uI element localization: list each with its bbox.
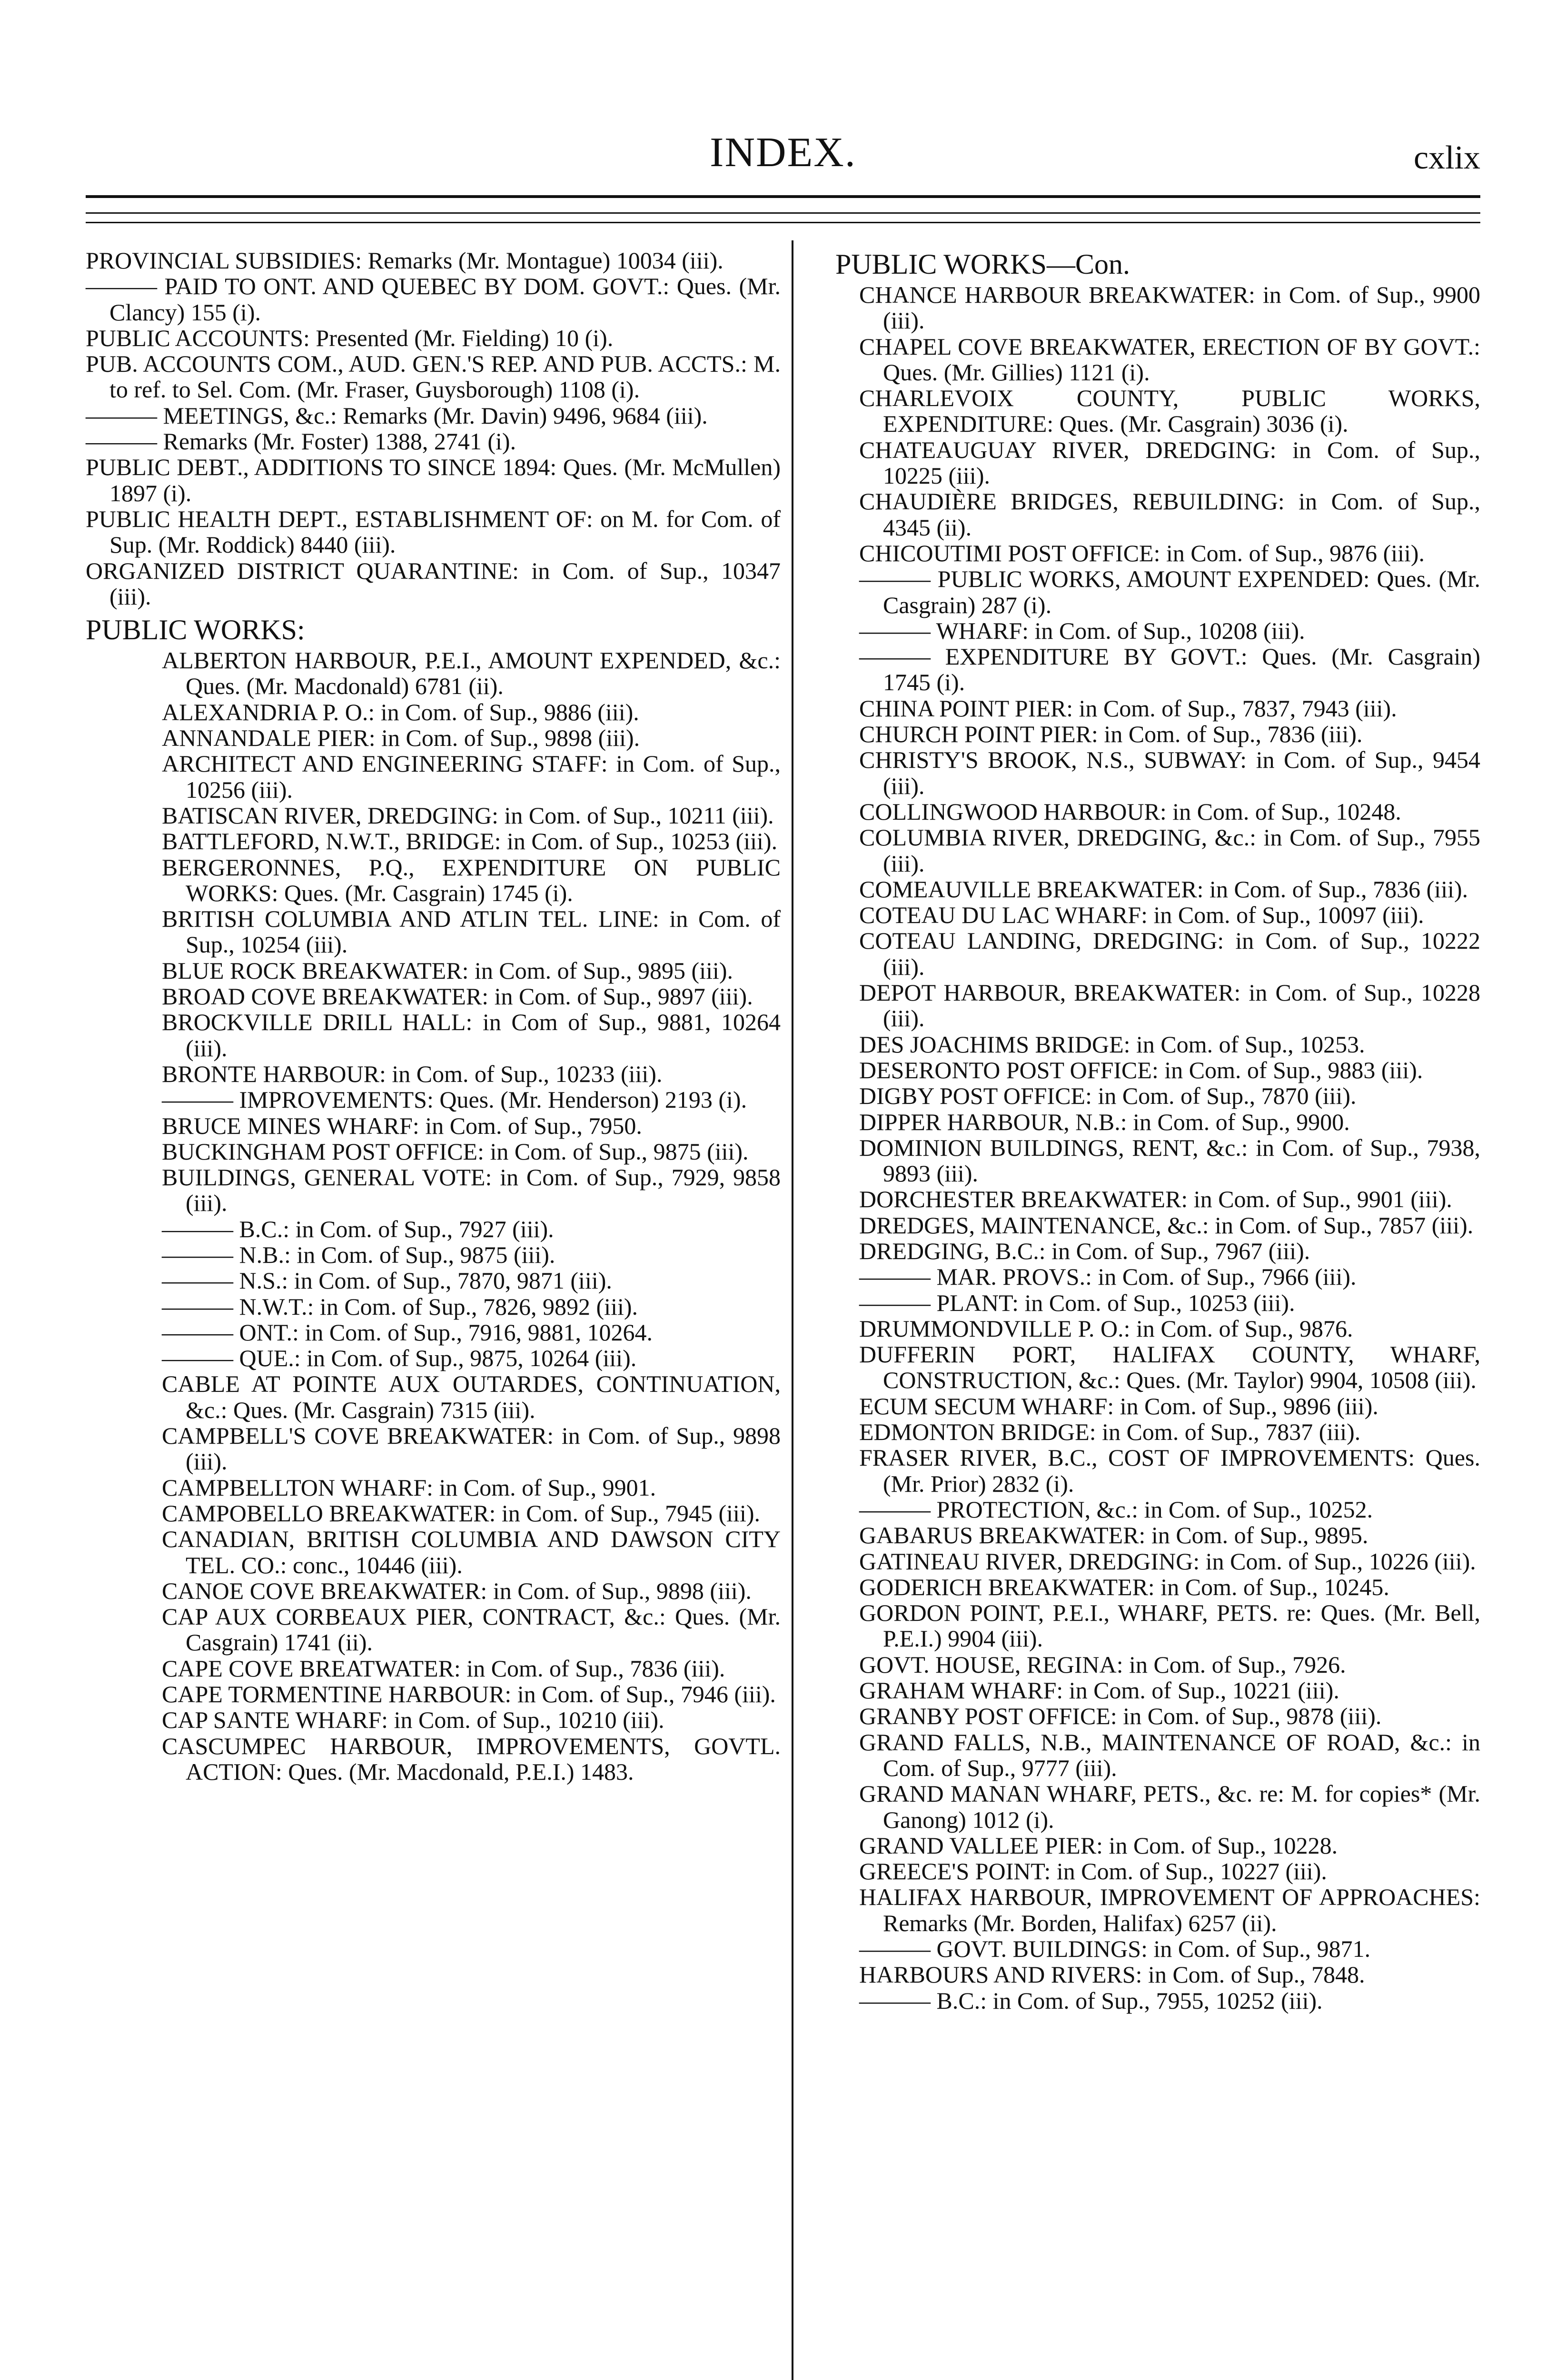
index-entry: DREDGES, MAINTENANCE, &c.: in Com. of Sup., 7857 (iii). <box>859 1211 1474 1239</box>
index-entry: BERGERONNES, P.Q., EXPENDITURE ON PUBLIC WORKS: Ques. (Mr. Casgrain) 1745 (i). <box>162 853 781 906</box>
index-entry: ——— PROTECTION, &c.: in Com. of Sup., 10252. <box>859 1496 1373 1523</box>
index-entry: PUBLIC DEBT., ADDITIONS TO SINCE 1894: Ques. (Mr. McMullen) 1897 (i). <box>86 454 781 506</box>
index-entry: COTEAU LANDING, DREDGING: in Com. of Sup., 10222 (iii). <box>859 927 1480 980</box>
index-entry: BROAD COVE BREAKWATER: in Com. of Sup., 9897 (iii). <box>162 983 753 1010</box>
index-entry: ORGANIZED DISTRICT QUARANTINE: in Com. of Sup., 10347 (iii). <box>86 557 781 610</box>
index-entry: DIGBY POST OFFICE: in Com. of Sup., 7870 (iii). <box>859 1082 1357 1110</box>
index-entry: GRAND MANAN WHARF, PETS., &c. re: M. for copies* (Mr. Ganong) 1012 (i). <box>859 1780 1480 1833</box>
index-entry: COLUMBIA RIVER, DREDGING, &c.: in Com. of Sup., 7955 (iii). <box>859 824 1480 877</box>
right-entries <box>859 282 1480 2013</box>
index-entry: ——— MEETINGS, &c.: Remarks (Mr. Davin) 9496, 9684 (iii). <box>86 402 708 429</box>
index-entry: ANNANDALE PIER: in Com. of Sup., 9898 (iii). <box>162 724 640 752</box>
index-entry: ——— PAID TO ONT. AND QUEBEC BY DOM. GOVT.: Ques. (Mr. Clancy) 155 (i). <box>86 273 781 326</box>
index-entry: BLUE ROCK BREAKWATER: in Com. of Sup., 9895 (iii). <box>162 957 733 984</box>
index-entry: CHINA POINT PIER: in Com. of Sup., 7837, 7943 (iii). <box>859 694 1397 722</box>
index-entry: ——— N.B.: in Com. of Sup., 9875 (iii). <box>162 1241 555 1268</box>
index-entry: HALIFAX HARBOUR, IMPROVEMENT OF APPROACHES: Remarks (Mr. Borden, Halifax) 6257 (ii). <box>859 1884 1480 1936</box>
index-entry: ——— B.C.: in Com. of Sup., 7955, 10252 (iii). <box>859 1987 1323 2014</box>
header-rule <box>86 222 1480 223</box>
index-entry: ECUM SECUM WHARF: in Com. of Sup., 9896 (iii). <box>859 1392 1378 1419</box>
index-entry: CAPE TORMENTINE HARBOUR: in Com. of Sup., 7946 (iii). <box>162 1681 776 1708</box>
index-entry: ——— GOVT. BUILDINGS: in Com. of Sup., 9871. <box>859 1935 1371 1962</box>
index-entry: CAMPOBELLO BREAKWATER: in Com. of Sup., 7945 (iii). <box>162 1499 760 1527</box>
index-entry: ——— WHARF: in Com. of Sup., 10208 (iii). <box>859 617 1305 644</box>
index-entry: GRAHAM WHARF: in Com. of Sup., 10221 (iii). <box>859 1677 1339 1704</box>
index-entry: GRAND VALLEE PIER: in Com. of Sup., 10228. <box>859 1832 1338 1859</box>
index-entry: CHATEAUGUAY RIVER, DREDGING: in Com. of Sup., 10225 (iii). <box>859 436 1480 489</box>
index-entry: BRITISH COLUMBIA AND ATLIN TEL. LINE: in Com. of Sup., 10254 (iii). <box>162 905 781 958</box>
index-entry: FRASER RIVER, B.C., COST OF IMPROVEMENTS: Ques. (Mr. Prior) 2832 (i). <box>859 1444 1480 1497</box>
index-entry: ——— MAR. PROVS.: in Com. of Sup., 7966 (iii). <box>859 1263 1357 1290</box>
index-entry: DREDGING, B.C.: in Com. of Sup., 7967 (iii). <box>859 1237 1310 1264</box>
index-entry: CAMPBELLTON WHARF: in Com. of Sup., 9901. <box>162 1474 656 1501</box>
index-entry: ——— B.C.: in Com. of Sup., 7927 (iii). <box>162 1215 554 1242</box>
index-entry: CHANCE HARBOUR BREAKWATER: in Com. of Sup., 9900 (iii). <box>859 281 1480 334</box>
index-entry: BATTLEFORD, N.W.T., BRIDGE: in Com. of Sup., 10253 (iii). <box>162 828 778 855</box>
index-entry: CANOE COVE BREAKWATER: in Com. of Sup., 9898 (iii). <box>162 1577 752 1604</box>
index-entry: CHAUDIÈRE BRIDGES, REBUILDING: in Com. of Sup., 4345 (ii). <box>859 488 1480 541</box>
index-entry: DES JOACHIMS BRIDGE: in Com. of Sup., 10253. <box>859 1031 1365 1058</box>
index-entry: GOVT. HOUSE, REGINA: in Com. of Sup., 7926. <box>859 1651 1346 1678</box>
index-entry: ——— EXPENDITURE BY GOVT.: Ques. (Mr. Casgrain) 1745 (i). <box>859 643 1480 696</box>
index-entry: DEPOT HARBOUR, BREAKWATER: in Com. of Sup., 10228 (iii). <box>859 979 1480 1032</box>
index-entry: GODERICH BREAKWATER: in Com. of Sup., 10245. <box>859 1573 1389 1600</box>
index-entry: GRANBY POST OFFICE: in Com. of Sup., 9878 (iii). <box>859 1703 1382 1730</box>
index-entry: DIPPER HARBOUR, N.B.: in Com. of Sup., 9900. <box>859 1108 1350 1135</box>
index-entry: CAMPBELL'S COVE BREAKWATER: in Com. of Sup., 9898 (iii). <box>162 1422 781 1475</box>
index-entry: PUBLIC ACCOUNTS: Presented (Mr. Fielding) 10 (i). <box>86 324 614 351</box>
index-entry: BROCKVILLE DRILL HALL: in Com of Sup., 9881, 10264 (iii). <box>162 1009 781 1061</box>
index-entry: GABARUS BREAKWATER: in Com. of Sup., 9895. <box>859 1522 1368 1549</box>
index-entry: COMEAUVILLE BREAKWATER: in Com. of Sup., 7836 (iii). <box>859 875 1468 902</box>
index-entry: GATINEAU RIVER, DREDGING: in Com. of Sup., 10226 (iii). <box>859 1547 1476 1575</box>
index-entry: CHARLEVOIX COUNTY, PUBLIC WORKS, EXPENDITURE: Ques. (Mr. Casgrain) 3036 (i). <box>859 385 1480 437</box>
index-entry: BRUCE MINES WHARF: in Com. of Sup., 7950. <box>162 1112 642 1139</box>
index-entry: ——— IMPROVEMENTS: Ques. (Mr. Henderson) 2193 (i). <box>162 1086 747 1113</box>
index-entry: BATISCAN RIVER, DREDGING: in Com. of Sup., 10211 (iii). <box>162 802 774 829</box>
index-entry: COLLINGWOOD HARBOUR: in Com. of Sup., 10248. <box>859 798 1401 825</box>
section-heading: PUBLIC WORKS: <box>86 614 305 646</box>
right-column <box>835 248 1480 2013</box>
index-entry: GRAND FALLS, N.B., MAINTENANCE OF ROAD, &c.: in Com. of Sup., 9777 (iii). <box>859 1728 1480 1781</box>
index-entry: DOMINION BUILDINGS, RENT, &c.: in Com. of Sup., 7938, 9893 (iii). <box>859 1134 1480 1187</box>
index-entry: ALEXANDRIA P. O.: in Com. of Sup., 9886 (iii). <box>162 698 639 725</box>
index-entry: CHURCH POINT PIER: in Com. of Sup., 7836 (iii). <box>859 721 1363 748</box>
index-entry: CABLE AT POINTE AUX OUTARDES, CONTINUATION, &c.: Ques. (Mr. Casgrain) 7315 (iii). <box>162 1370 781 1423</box>
index-entry: ——— QUE.: in Com. of Sup., 9875, 10264 (iii). <box>162 1345 637 1372</box>
index-entry: ALBERTON HARBOUR, P.E.I., AMOUNT EXPENDED, &c.: Ques. (Mr. Macdonald) 6781 (ii). <box>162 647 781 700</box>
header-rule <box>86 195 1480 198</box>
left-pre-entries <box>86 248 781 609</box>
index-entry: GREECE'S POINT: in Com. of Sup., 10227 (iii). <box>859 1858 1327 1885</box>
index-entry: ——— Remarks (Mr. Foster) 1388, 2741 (i). <box>86 428 516 455</box>
index-entry: DRUMMONDVILLE P. O.: in Com. of Sup., 9876. <box>859 1315 1353 1342</box>
index-entry: ARCHITECT AND ENGINEERING STAFF: in Com. of Sup., 10256 (iii). <box>162 750 781 803</box>
index-entry: BUCKINGHAM POST OFFICE: in Com. of Sup., 9875 (iii). <box>162 1138 749 1165</box>
left-entries <box>162 647 781 1785</box>
index-entry: CHAPEL COVE BREAKWATER, ERECTION OF BY GOVT.: Ques. (Mr. Gillies) 1121 (i). <box>859 333 1480 386</box>
index-entry: ——— N.W.T.: in Com. of Sup., 7826, 9892 (iii). <box>162 1293 638 1320</box>
index-entry: PUB. ACCOUNTS COM., AUD. GEN.'S REP. AND PUB. ACCTS.: M. to ref. to Sel. Com. (Mr. Fraser, Guysborough) 1108 (i). <box>86 350 781 403</box>
index-entry: PUBLIC HEALTH DEPT., ESTABLISHMENT OF: on M. for Com. of Sup. (Mr. Roddick) 8440 (iii). <box>86 505 781 558</box>
index-entry: CANADIAN, BRITISH COLUMBIA AND DAWSON CITY TEL. CO.: conc., 10446 (iii). <box>162 1526 781 1578</box>
index-entry: BRONTE HARBOUR: in Com. of Sup., 10233 (iii). <box>162 1060 663 1087</box>
left-column <box>86 248 781 1785</box>
index-entry: CHRISTY'S BROOK, N.S., SUBWAY: in Com. of Sup., 9454 (iii). <box>859 746 1480 799</box>
index-entry: DESERONTO POST OFFICE: in Com. of Sup., 9883 (iii). <box>859 1056 1423 1083</box>
index-entry: GORDON POINT, P.E.I., WHARF, PETS. re: Ques. (Mr. Bell, P.E.I.) 9904 (iii). <box>859 1599 1480 1652</box>
index-entry: ——— N.S.: in Com. of Sup., 7870, 9871 (iii). <box>162 1267 612 1294</box>
index-entry: ——— PLANT: in Com. of Sup., 10253 (iii). <box>859 1289 1295 1316</box>
index-entry: CASCUMPEC HARBOUR, IMPROVEMENTS, GOVTL. ACTION: Ques. (Mr. Macdonald, P.E.I.) 1483. <box>162 1732 781 1785</box>
column-divider <box>792 240 793 2380</box>
index-entry: CAP AUX CORBEAUX PIER, CONTRACT, &c.: Ques. (Mr. Casgrain) 1741 (ii). <box>162 1603 781 1656</box>
index-entry: EDMONTON BRIDGE: in Com. of Sup., 7837 (iii). <box>859 1418 1361 1446</box>
page-title: INDEX. <box>710 129 856 176</box>
index-entry: CAP SANTE WHARF: in Com. of Sup., 10210 (iii). <box>162 1706 664 1734</box>
index-entry: HARBOURS AND RIVERS: in Com. of Sup., 7848. <box>859 1961 1365 1988</box>
index-entry: CHICOUTIMI POST OFFICE: in Com. of Sup., 9876 (iii). <box>859 539 1425 566</box>
index-entry: ——— ONT.: in Com. of Sup., 7916, 9881, 10264. <box>162 1319 653 1346</box>
index-entry: ——— PUBLIC WORKS, AMOUNT EXPENDED: Ques. (Mr. Casgrain) 287 (i). <box>859 565 1480 618</box>
page-header <box>86 129 1480 181</box>
page-number: cxlix <box>1414 139 1480 176</box>
index-entry: BUILDINGS, GENERAL VOTE: in Com. of Sup., 7929, 9858 (iii). <box>162 1164 781 1217</box>
index-entry: COTEAU DU LAC WHARF: in Com. of Sup., 10097 (iii). <box>859 902 1424 929</box>
index-entry: CAPE COVE BREATWATER: in Com. of Sup., 7836 (iii). <box>162 1655 725 1682</box>
index-entry: PROVINCIAL SUBSIDIES: Remarks (Mr. Montague) 10034 (iii). <box>86 247 723 274</box>
section-heading: PUBLIC WORKS—Con. <box>835 248 1130 280</box>
header-rule <box>86 212 1480 214</box>
index-entry: DORCHESTER BREAKWATER: in Com. of Sup., 9901 (iii). <box>859 1186 1452 1213</box>
index-entry: DUFFERIN PORT, HALIFAX COUNTY, WHARF, CONSTRUCTION, &c.: Ques. (Mr. Taylor) 9904, 10508 (iii). <box>859 1341 1480 1394</box>
